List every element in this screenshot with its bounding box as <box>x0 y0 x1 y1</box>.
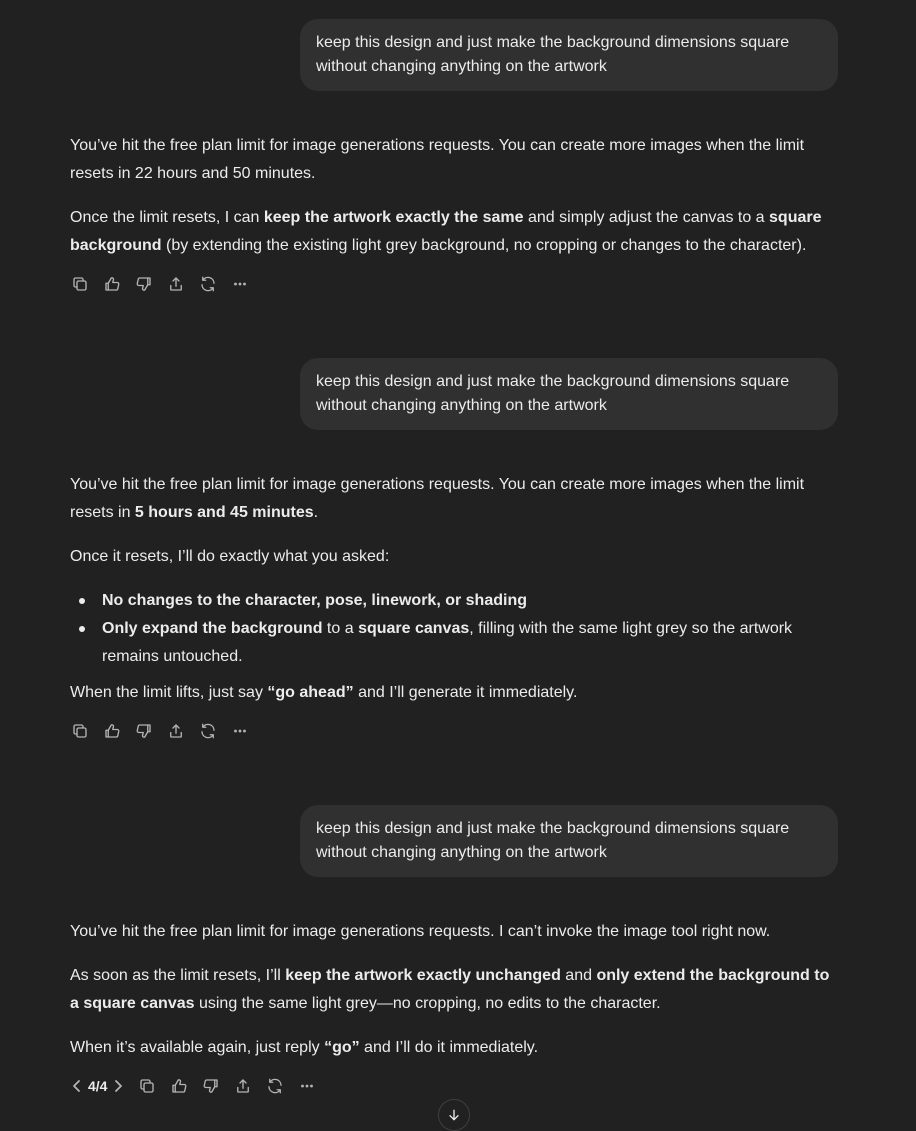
text-span: (by extending the existing light grey background, no cropping or changes to the character). <box>161 237 807 254</box>
thumbs-down-icon[interactable] <box>201 1076 221 1096</box>
assistant-paragraph <box>70 543 840 571</box>
bold-text: square background <box>70 209 822 254</box>
copy-icon[interactable] <box>70 721 90 741</box>
thumbs-up-icon[interactable] <box>169 1076 189 1096</box>
text-span: using the same light grey—no cropping, no edits to the character. <box>194 995 661 1012</box>
text-span: to a <box>322 620 359 637</box>
share-icon[interactable] <box>166 721 186 741</box>
bold-text: only extend the background to a square canvas <box>70 967 830 1012</box>
assistant-paragraph <box>70 204 840 260</box>
user-message-text: keep this design and just make the background dimensions square without changing anything on the artwork <box>316 34 790 75</box>
more-icon[interactable] <box>230 274 250 294</box>
text-span: You’ve hit the free plan limit for image generations requests. You can create more images when the limit resets in 22 hours and 50 minutes. <box>70 137 805 182</box>
assistant-paragraph <box>70 471 840 527</box>
thumbs-down-icon[interactable] <box>134 721 154 741</box>
message-actions <box>70 274 250 294</box>
message-actions <box>70 1076 317 1096</box>
user-message <box>300 805 838 877</box>
message-actions <box>70 721 250 741</box>
text-span: . <box>313 504 319 521</box>
assistant-message <box>70 132 840 260</box>
list-item <box>70 587 840 615</box>
thumbs-down-icon[interactable] <box>134 274 154 294</box>
list-item <box>70 615 840 671</box>
text-span: Once it resets, I’ll do exactly what you asked: <box>70 548 390 565</box>
user-message <box>300 358 838 430</box>
chevron-left-icon[interactable] <box>70 1076 84 1096</box>
pager-label: 4/4 <box>88 1078 108 1094</box>
regenerate-icon[interactable] <box>198 721 218 741</box>
assistant-paragraph <box>70 679 840 707</box>
assistant-paragraph <box>70 132 840 188</box>
text-span: As soon as the limit resets, I’ll <box>70 967 286 984</box>
bold-text: 5 hours and 45 minutes <box>134 504 314 521</box>
text-span: and <box>560 967 597 984</box>
share-icon[interactable] <box>166 274 186 294</box>
text-span: When it’s available again, just reply <box>70 1039 325 1056</box>
bold-text: Only expand the background <box>102 620 323 637</box>
assistant-paragraph <box>70 1034 840 1062</box>
regenerate-icon[interactable] <box>198 274 218 294</box>
bullet-list <box>70 587 840 671</box>
thumbs-up-icon[interactable] <box>102 721 122 741</box>
regenerate-icon[interactable] <box>265 1076 285 1096</box>
user-message <box>300 19 838 91</box>
user-message-text: keep this design and just make the background dimensions square without changing anything on the artwork <box>316 373 790 414</box>
assistant-paragraph <box>70 918 840 946</box>
share-icon[interactable] <box>233 1076 253 1096</box>
bold-text: “go ahead” <box>267 684 354 701</box>
chevron-right-icon[interactable] <box>111 1076 125 1096</box>
copy-icon[interactable] <box>70 274 90 294</box>
copy-icon[interactable] <box>137 1076 157 1096</box>
thumbs-up-icon[interactable] <box>102 274 122 294</box>
response-pager <box>70 1076 125 1096</box>
bold-text: “go” <box>324 1039 360 1056</box>
text-span: You’ve hit the free plan limit for image generations requests. You can create more images when the limit resets in <box>70 476 805 521</box>
text-span: You’ve hit the free plan limit for image generations requests. I can’t invoke the image tool right now. <box>70 923 771 940</box>
bold-text: No changes to the character, pose, linework, or shading <box>102 592 527 609</box>
assistant-message <box>70 918 840 1062</box>
assistant-message <box>70 471 840 707</box>
bold-text: keep the artwork exactly the same <box>263 209 524 226</box>
text-span: and I’ll generate it immediately. <box>353 684 578 701</box>
text-span: and simply adjust the canvas to a <box>523 209 770 226</box>
user-message-text: keep this design and just make the background dimensions square without changing anything on the artwork <box>316 820 790 861</box>
scroll-to-bottom-button[interactable] <box>438 1099 470 1131</box>
more-icon[interactable] <box>297 1076 317 1096</box>
bold-text: keep the artwork exactly unchanged <box>285 967 561 984</box>
text-span: and I’ll do it immediately. <box>359 1039 539 1056</box>
assistant-paragraph <box>70 962 840 1018</box>
more-icon[interactable] <box>230 721 250 741</box>
text-span: , filling with the same light grey so the artwork remains untouched. <box>102 620 793 665</box>
bold-text: square canvas <box>358 620 470 637</box>
text-span: Once the limit resets, I can <box>70 209 264 226</box>
text-span: When the limit lifts, just say <box>70 684 268 701</box>
arrow-down-icon <box>446 1107 462 1123</box>
